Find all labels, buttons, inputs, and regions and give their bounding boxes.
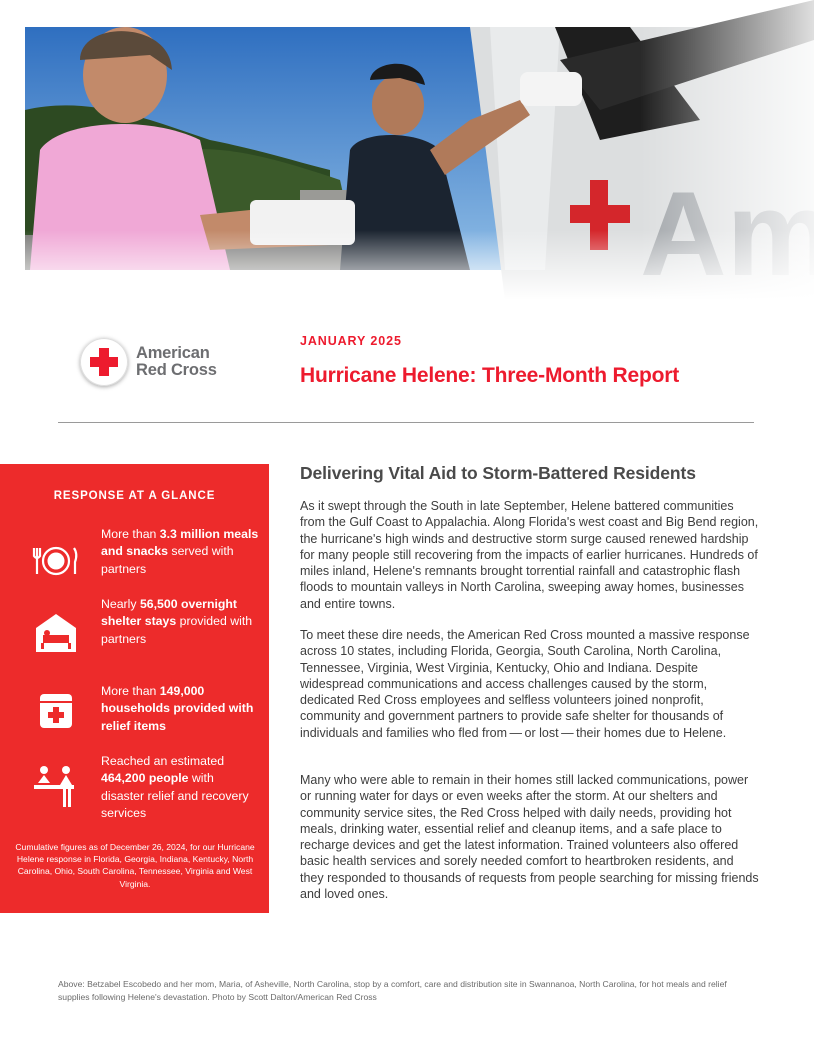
stat-relief-items	[0, 683, 269, 753]
figures-footnote: Cumulative figures as of December 26, 2024, for our Hurricane Helene response in Florida, Georgia, Indiana, Kentucky, North Carolina, Ohio, South Carolina, Tennessee, Virginia and West Virginia.	[15, 842, 255, 889]
stat-text: More than 149,000 households provided with relief items	[101, 684, 254, 733]
report-date: JANUARY 2025	[300, 334, 402, 348]
stat-text: Reached an estimated 464,200 people with disaster relief and recovery services	[101, 754, 249, 820]
logo-line-2: Red Cross	[136, 361, 217, 379]
plate-fork-knife-icon	[32, 536, 80, 584]
people-helping-icon	[32, 761, 80, 809]
photo-caption: Above: Betzabel Escobedo and her mom, Maria, of Asheville, North Carolina, stop by a comfort, care and distribution site in Swannanoa, North Carolina, for hot meals and relief supplies following Helene's devastation. Photo by Scott Dalton/American Red Cross	[58, 979, 727, 1002]
stat-value: 149,000 households provided with relief items	[101, 684, 254, 733]
hero-photo	[0, 0, 814, 300]
stat-value: 464,200 people	[101, 771, 189, 786]
logo-line-1: American	[136, 344, 210, 362]
stat-value: 3.3 million meals and snacks	[101, 527, 259, 559]
article-title: Delivering Vital Aid to Storm-Battered Residents	[300, 463, 696, 483]
header-divider	[58, 422, 754, 423]
article-paragraph: Many who were able to remain in their homes still lacked communications, power or running water for days or even weeks after the storm. At our shelters and community service sites, the Red Cross helped with daily needs, providing hot meals, drinking water, essential relief and cleanup items, and a safe place to recharge devices and get the latest information. Trained volunteers also offered basic health services and sorely needed comfort to heartbroken residents, and they responded to thousands of requests from people searching for missing friends and loved ones.	[300, 773, 759, 902]
stat-shelter	[0, 596, 269, 666]
stat-text: Nearly 56,500 overnight shelter stays provided with partners	[101, 597, 253, 646]
stat-meals	[0, 526, 269, 596]
stat-text: More than 3.3 million meals and snacks served with partners	[101, 527, 259, 576]
response-at-a-glance-panel	[0, 464, 269, 913]
article-paragraph: To meet these dire needs, the American Red Cross mounted a massive response across 10 states, including Florida, Georgia, South Carolina, North Carolina, Tennessee, Virginia, West Virginia, Kentucky, Ohio and Indiana. Despite widespread communications and access challenges caused by the storm, dedicated Red Cross employees and selfless volunteers joined nonprofit, community and government partners to provide safe shelter for thousands of individuals and families who fled from — or lost — their homes due to Helene.	[300, 628, 750, 740]
stat-people-reached	[0, 753, 269, 823]
article-paragraph: As it swept through the South in late September, Helene battered communities from the Gulf Coast to Appalachia. Along Florida's west coast and Big Bend region, the hurricane's high winds and destructive storm surge caused renewed hardship for many people still recovering from the impacts of earlier hurricanes. Hundreds of miles inland, Helene's remnants brought torrential rainfall and catastrophic flash floods to mountain valleys in North Carolina, sweeping away homes, businesses and entire towns.	[300, 499, 759, 611]
stat-value: 56,500 overnight shelter stays	[101, 597, 238, 629]
red-cross-logo	[80, 336, 240, 388]
shelter-bed-icon	[32, 608, 80, 656]
panel-heading: RESPONSE AT A GLANCE	[53, 490, 216, 502]
red-cross-icon	[80, 338, 128, 386]
relief-kit-icon	[32, 686, 80, 734]
report-title: Hurricane Helene: Three-Month Report	[300, 364, 680, 387]
